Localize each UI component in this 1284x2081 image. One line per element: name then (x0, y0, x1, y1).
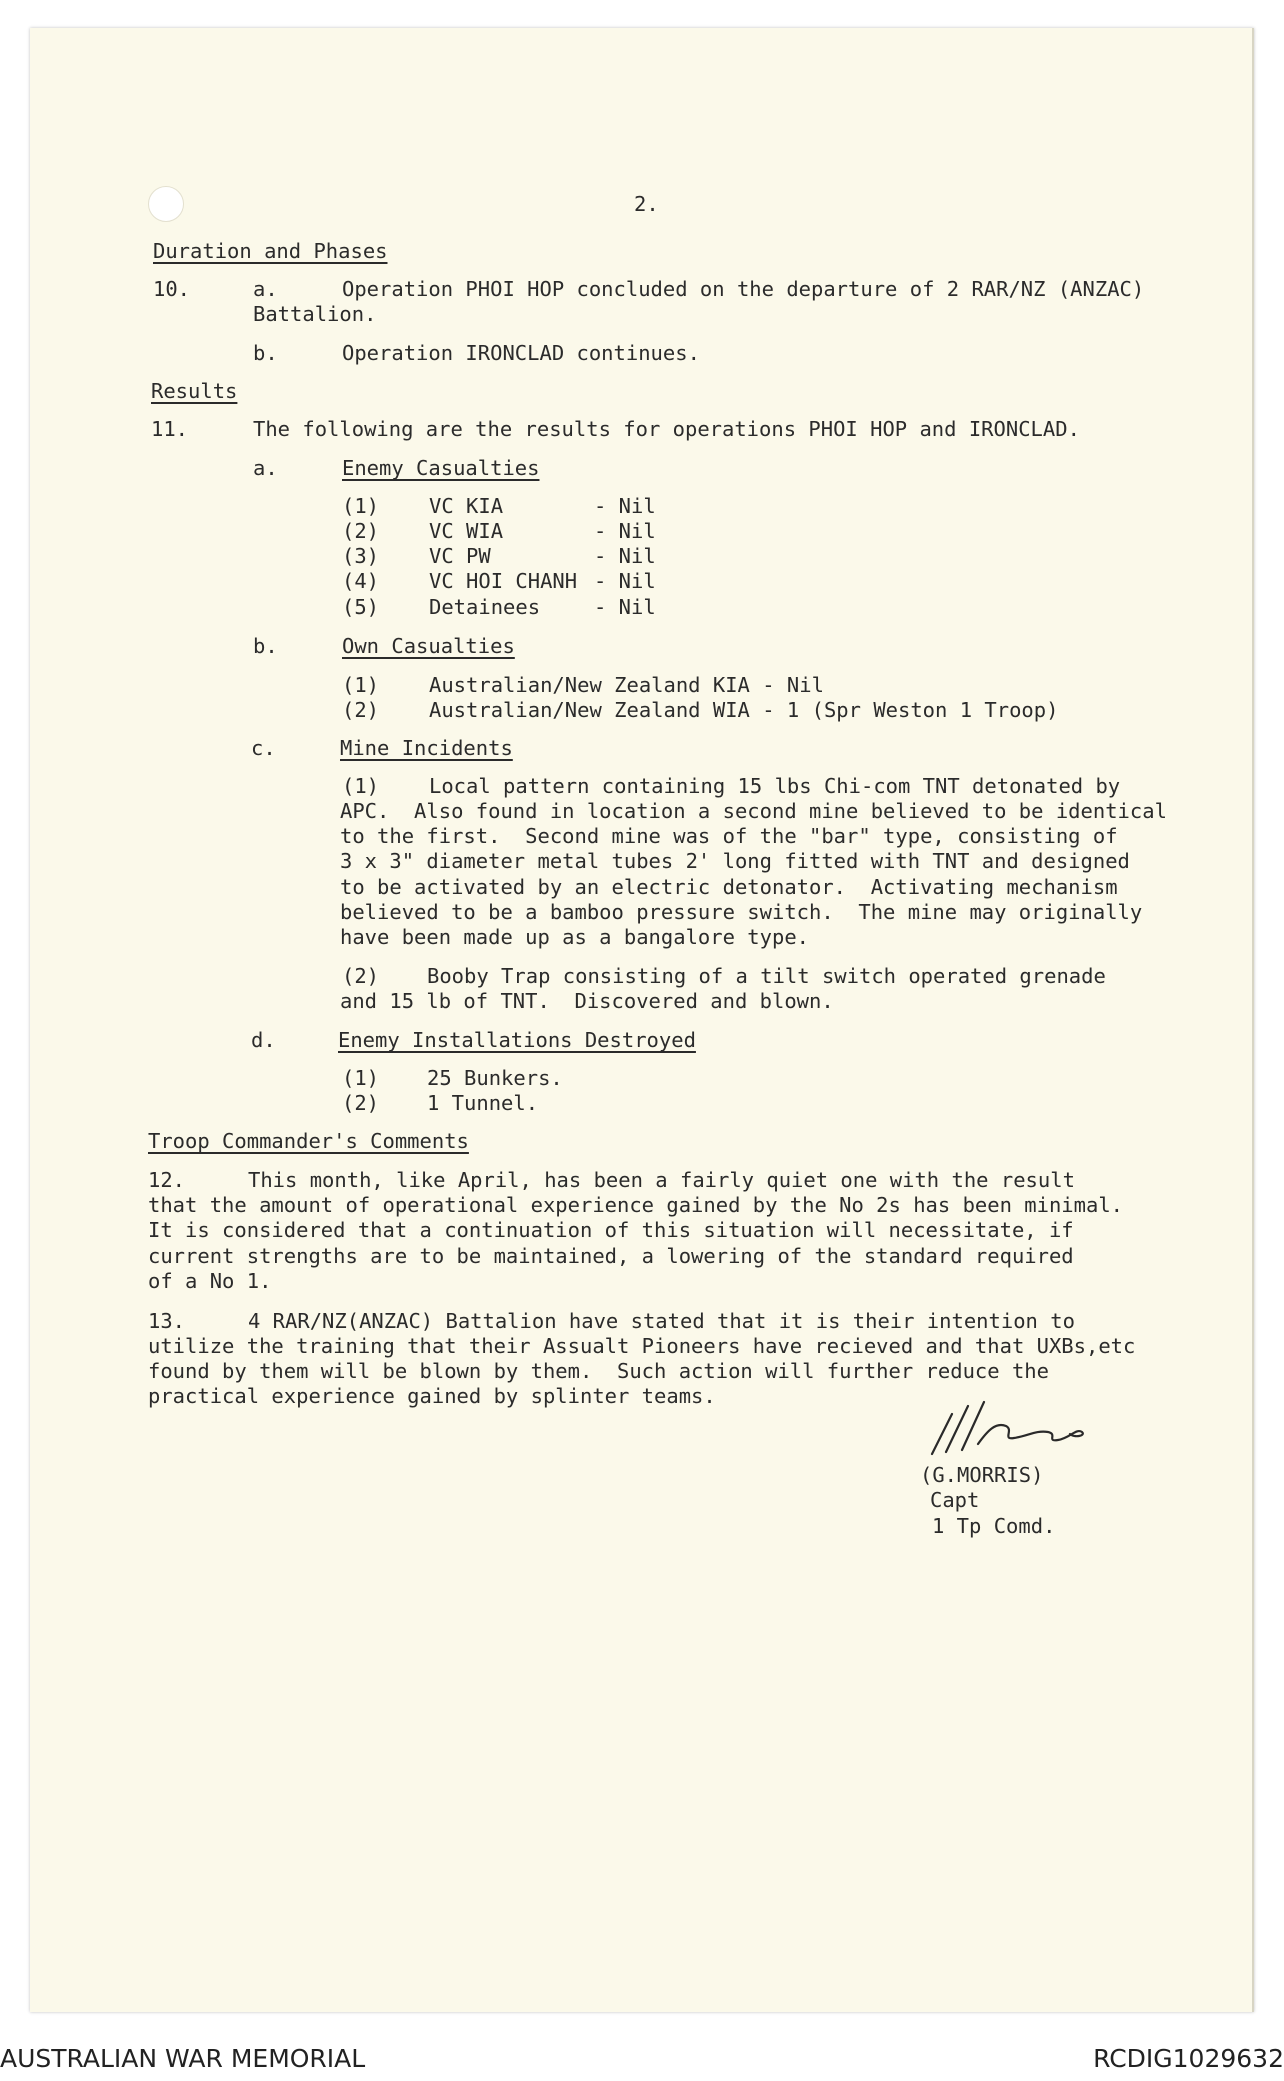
para-10-number: 10. (153, 277, 191, 301)
paragraph-number: 13. (148, 1309, 186, 1333)
signatory-rank: Capt (930, 1488, 980, 1512)
paragraph-line: to the first. Second mine was of the "bar" type, consisting of (340, 824, 1118, 848)
paragraph-line: Booby Trap consisting of a tilt switch operated grenade (427, 964, 1106, 988)
signatory-appointment: 1 Tp Comd. (932, 1514, 1056, 1538)
item-number: (4) (342, 569, 380, 593)
paragraph-line: that the amount of operational experience gained by the No 2s has been minimal. (148, 1193, 1124, 1217)
item-number: (1) (342, 673, 380, 697)
item-number: (2) (342, 519, 380, 543)
item-value: - Nil (594, 544, 656, 568)
paragraph-line: It is considered that a continuation of this situation will necessitate, if (148, 1218, 1074, 1242)
para-10b-text: Operation IRONCLAD continues. (342, 341, 700, 365)
footer-source-left: AUSTRALIAN WAR MEMORIAL (0, 2044, 366, 2073)
heading-troop-commanders-comments: Troop Commander's Comments (148, 1129, 469, 1153)
item-number: (2) (342, 698, 380, 722)
para-11c-label: c. (251, 736, 276, 760)
item-number: (1) (342, 774, 380, 798)
heading-enemy-casualties: Enemy Casualties (342, 456, 540, 480)
item-value: - Nil (594, 595, 656, 619)
heading-duration: Duration and Phases (153, 239, 388, 263)
item-label: VC HOI CHANH (429, 569, 578, 593)
paragraph-line: found by them will be blown by them. Such action will further reduce the (148, 1359, 1049, 1383)
item-number: (3) (342, 544, 380, 568)
handwritten-signature (918, 1392, 1098, 1462)
paragraph-line: utilize the training that their Assualt Pioneers have recieved and that UXBs,etc (148, 1334, 1136, 1358)
paragraph-line: of a No 1. (148, 1269, 272, 1293)
item-number: (5) (342, 595, 380, 619)
paragraph-line: current strengths are to be maintained, a lowering of the standard required (148, 1244, 1074, 1268)
paragraph-line: Local pattern containing 15 lbs Chi-com TNT detonated by (429, 774, 1121, 798)
item-number: (2) (342, 1091, 380, 1115)
paragraph-line: 4 RAR/NZ(ANZAC) Battalion have stated that it is their intention to (248, 1309, 1075, 1333)
item-value: - Nil (594, 519, 656, 543)
item-label: Detainees (429, 595, 541, 619)
punch-hole (148, 186, 184, 222)
heading-mine-incidents: Mine Incidents (340, 736, 513, 760)
para-10a-line2: Battalion. (253, 302, 377, 326)
para-11d-label: d. (251, 1028, 276, 1052)
item-number: (2) (342, 964, 380, 988)
item-text: 1 Tunnel. (427, 1091, 539, 1115)
paragraph-number: 12. (148, 1168, 186, 1192)
para-11b-label: b. (253, 634, 278, 658)
heading-own-casualties: Own Casualties (342, 634, 515, 658)
para-10b-label: b. (253, 341, 278, 365)
item-text: Australian/New Zealand WIA - 1 (Spr Weston 1 Troop) (429, 698, 1059, 722)
signatory-name: (G.MORRIS) (920, 1463, 1044, 1487)
para-11a-label: a. (253, 456, 278, 480)
para-10a-label: a. (253, 277, 278, 301)
page-number: 2. (634, 192, 659, 216)
paragraph-line: believed to be a bamboo pressure switch. The mine may originally (340, 900, 1143, 924)
paragraph-line: to be activated by an electric detonator. Activating mechanism (340, 875, 1118, 899)
item-value: - Nil (594, 569, 656, 593)
heading-results: Results (151, 379, 238, 403)
footer-reference-right: RCDIG1029632 (1093, 2044, 1284, 2073)
paragraph-line: This month, like April, has been a fairly quiet one with the result (248, 1168, 1075, 1192)
paragraph-line: APC. Also found in location a second mine believed to be identical (340, 799, 1167, 823)
para-11-intro: The following are the results for operations PHOI HOP and IRONCLAD. (253, 417, 1080, 441)
item-value: - Nil (594, 494, 656, 518)
item-text: 25 Bunkers. (427, 1066, 563, 1090)
paragraph-line: have been made up as a bangalore type. (340, 925, 809, 949)
paragraph-line: practical experience gained by splinter teams. (148, 1384, 716, 1408)
item-number: (1) (342, 1066, 380, 1090)
document-page (30, 28, 1254, 2012)
item-text: Australian/New Zealand KIA - Nil (429, 673, 824, 697)
paragraph-line: and 15 lb of TNT. Discovered and blown. (340, 989, 834, 1013)
item-number: (1) (342, 494, 380, 518)
heading-enemy-installations: Enemy Installations Destroyed (338, 1028, 696, 1052)
item-label: VC PW (429, 544, 491, 568)
item-label: VC WIA (429, 519, 504, 543)
item-label: VC KIA (429, 494, 504, 518)
para-10a-line1: Operation PHOI HOP concluded on the departure of 2 RAR/NZ (ANZAC) (342, 277, 1145, 301)
para-11-number: 11. (151, 417, 189, 441)
paragraph-line: 3 x 3" diameter metal tubes 2' long fitted with TNT and designed (340, 849, 1130, 873)
